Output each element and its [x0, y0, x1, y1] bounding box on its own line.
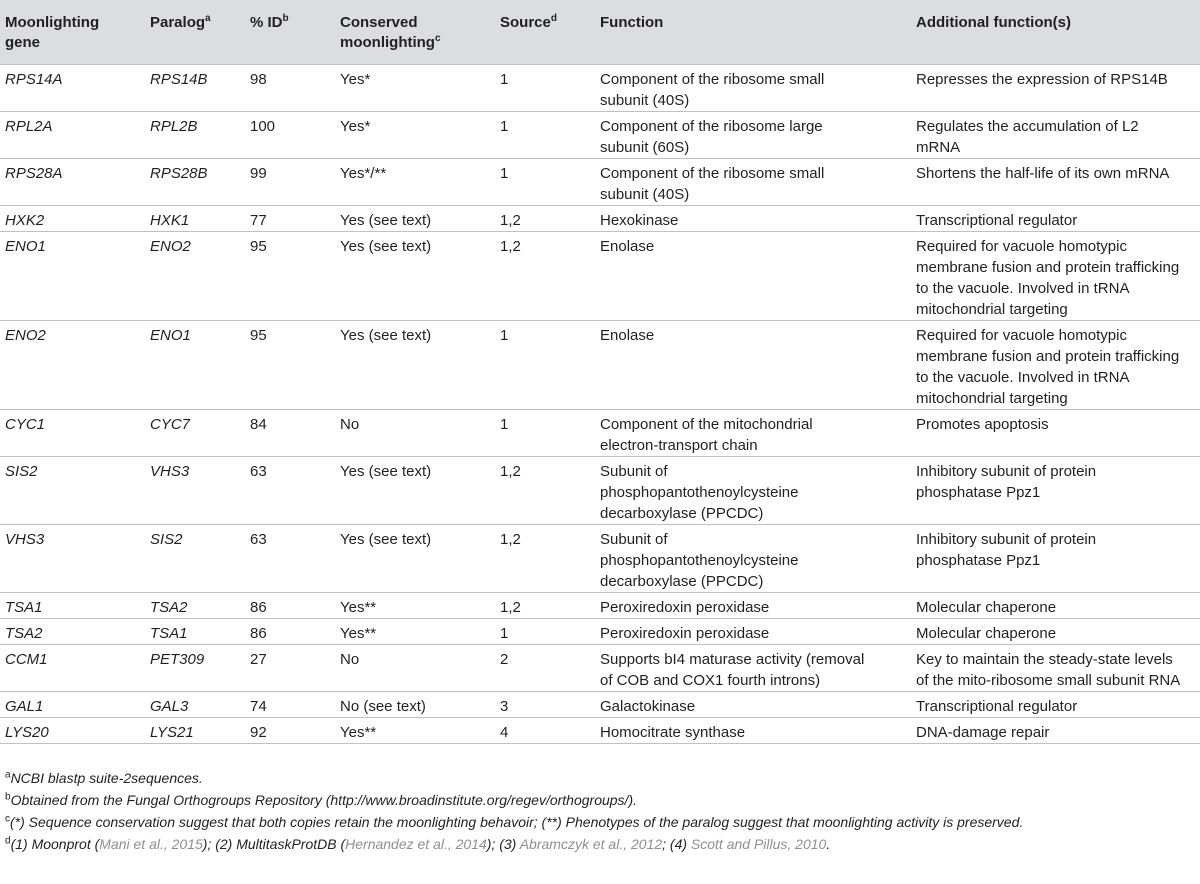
cell-paralog: RPS14B: [146, 64, 246, 111]
cell-percent-id: 74: [246, 691, 336, 717]
cell-paralog: PET309: [146, 644, 246, 691]
cell-conserved-moonlighting: Yes**: [336, 618, 496, 644]
cell-text-line: Enolase: [600, 237, 655, 255]
table-row: [0, 644, 1200, 691]
cell-additional-functions: [912, 691, 1200, 717]
cell-text-line: Regulates the accumulation of L2: [916, 117, 1139, 135]
table-row: [0, 691, 1200, 717]
cell-paralog: ENO1: [146, 320, 246, 409]
footnote-b: $^b$Obtained from the Fungal Orthogroups Repository (http://www.broadinstitute.org/regev/orthogroups/).: [5, 791, 637, 808]
cell-moonlighting-gene: GAL1: [0, 691, 146, 717]
cell-text-line: Component of the ribosome small: [600, 70, 825, 88]
cell-percent-id: 84: [246, 409, 336, 456]
cell-function: [596, 64, 912, 111]
cell-text-line: Component of the ribosome large: [600, 117, 823, 135]
cell-conserved-moonlighting: Yes (see text): [336, 320, 496, 409]
cell-text-line: to the vacuole. Involved in tRNA: [916, 368, 1130, 386]
cell-additional-functions: [912, 592, 1200, 618]
cell-moonlighting-gene: HXK2: [0, 205, 146, 231]
cell-paralog: RPS28B: [146, 158, 246, 205]
cell-text-line: Supports bI4 maturase activity (removal: [600, 650, 865, 668]
cell-moonlighting-gene: RPS28A: [0, 158, 146, 205]
header-paralog: Paralog$^a$: [150, 13, 211, 31]
cell-text-line: DNA-damage repair: [916, 723, 1050, 741]
cell-text-line: Molecular chaperone: [916, 598, 1057, 616]
cell-text-line: Molecular chaperone: [916, 624, 1057, 642]
cell-paralog: TSA2: [146, 592, 246, 618]
cell-conserved-moonlighting: Yes**: [336, 592, 496, 618]
cell-source: 1,2: [496, 456, 596, 524]
cell-text-line: phosphopantothenoylcysteine: [600, 551, 799, 569]
table-row: [0, 231, 1200, 320]
cell-function: [596, 524, 912, 592]
cell-additional-functions: [912, 320, 1200, 409]
cell-additional-functions: [912, 205, 1200, 231]
cell-paralog: VHS3: [146, 456, 246, 524]
reference-link[interactable]: Hernandez et al., 2014: [345, 836, 487, 852]
cell-moonlighting-gene: TSA2: [0, 618, 146, 644]
footnote-mark: b: [282, 13, 289, 24]
cell-source: 1: [496, 111, 596, 158]
cell-text-line: of the mito-ribosome small subunit RNA: [916, 671, 1181, 689]
cell-text-line: Subunit of: [600, 530, 668, 548]
cell-function: [596, 205, 912, 231]
cell-source: 1: [496, 64, 596, 111]
footnote-c: $^c$(*) Sequence conservation suggest that both copies retain the moonlighting behavoir; (**) Phenotypes of the paralog suggest that moonlighting activity is preserved.: [5, 813, 1024, 830]
table-row: [0, 717, 1200, 743]
cell-conserved-moonlighting: Yes (see text): [336, 456, 496, 524]
cell-text-line: membrane fusion and protein trafficking: [916, 258, 1180, 276]
cell-text-line: Homocitrate synthase: [600, 723, 746, 741]
table-row: [0, 64, 1200, 111]
cell-percent-id: 98: [246, 64, 336, 111]
cell-paralog: HXK1: [146, 205, 246, 231]
cell-paralog: CYC7: [146, 409, 246, 456]
cell-moonlighting-gene: RPL2A: [0, 111, 146, 158]
reference-link[interactable]: Scott and Pillus, 2010: [690, 836, 827, 852]
cell-moonlighting-gene: CCM1: [0, 644, 146, 691]
cell-paralog: ENO2: [146, 231, 246, 320]
cell-text-line: Subunit of: [600, 462, 668, 480]
cell-text-line: Promotes apoptosis: [916, 415, 1049, 433]
cell-moonlighting-gene: CYC1: [0, 409, 146, 456]
cell-paralog: TSA1: [146, 618, 246, 644]
cell-conserved-moonlighting: Yes**: [336, 717, 496, 743]
cell-percent-id: 95: [246, 231, 336, 320]
cell-conserved-moonlighting: Yes (see text): [336, 524, 496, 592]
cell-conserved-moonlighting: Yes*: [336, 64, 496, 111]
cell-text-line: subunit (40S): [600, 91, 690, 109]
cell-source: 4: [496, 717, 596, 743]
cell-conserved-moonlighting: Yes*: [336, 111, 496, 158]
cell-percent-id: 86: [246, 618, 336, 644]
cell-text-line: decarboxylase (PPCDC): [600, 572, 764, 590]
cell-paralog: LYS21: [146, 717, 246, 743]
cell-text-line: Transcriptional regulator: [916, 697, 1078, 715]
cell-moonlighting-gene: RPS14A: [0, 64, 146, 111]
cell-additional-functions: [912, 456, 1200, 524]
cell-text-line: Required for vacuole homotypic: [916, 237, 1127, 255]
cell-conserved-moonlighting: Yes (see text): [336, 205, 496, 231]
cell-text-line: Required for vacuole homotypic: [916, 326, 1127, 344]
footnote-d: $^d$(1) Moonprot (Mani et al., 2015); (2) MultitaskProtDB (Hernandez et al., 2014); (3) Abramczyk et al., 2012; (4) Scott and Pillus, 2010.: [5, 835, 831, 852]
cell-text-line: Galactokinase: [600, 697, 696, 715]
cell-source: 1,2: [496, 231, 596, 320]
cell-text-line: mitochondrial targeting: [916, 389, 1068, 407]
cell-moonlighting-gene: LYS20: [0, 717, 146, 743]
cell-conserved-moonlighting: No (see text): [336, 691, 496, 717]
reference-link[interactable]: Mani et al., 2015: [99, 836, 203, 852]
header-percent-id: % $ID^b$: [250, 13, 289, 31]
cell-moonlighting-gene: SIS2: [0, 456, 146, 524]
cell-additional-functions: [912, 524, 1200, 592]
cell-additional-functions: [912, 231, 1200, 320]
cell-function: [596, 111, 912, 158]
cell-text-line: Component of the ribosome small: [600, 164, 825, 182]
cell-text-line: phosphatase Ppz1: [916, 483, 1041, 501]
reference-link[interactable]: Abramczyk et al., 2012: [519, 836, 663, 852]
cell-text-line: mitochondrial targeting: [916, 300, 1068, 318]
cell-moonlighting-gene: VHS3: [0, 524, 146, 592]
table-row: [0, 618, 1200, 644]
cell-text-line: Hexokinase: [600, 211, 679, 229]
cell-text-line: Shortens the half-life of its own mRNA: [916, 164, 1170, 182]
cell-function: [596, 320, 912, 409]
header-additional-functions: Additional function(s): [916, 14, 1071, 31]
cell-text-line: Inhibitory subunit of protein: [916, 462, 1097, 480]
cell-moonlighting-gene: ENO1: [0, 231, 146, 320]
cell-text-line: decarboxylase (PPCDC): [600, 504, 764, 522]
cell-text-line: Transcriptional regulator: [916, 211, 1078, 229]
cell-percent-id: 63: [246, 524, 336, 592]
cell-text-line: mRNA: [916, 138, 961, 156]
cell-paralog: GAL3: [146, 691, 246, 717]
cell-percent-id: 27: [246, 644, 336, 691]
cell-text-line: subunit (40S): [600, 185, 690, 203]
cell-conserved-moonlighting: No: [336, 644, 496, 691]
cell-text-line: Key to maintain the steady-state levels: [916, 650, 1173, 668]
cell-function: [596, 644, 912, 691]
cell-function: [596, 456, 912, 524]
cell-text-line: Inhibitory subunit of protein: [916, 530, 1097, 548]
cell-additional-functions: [912, 111, 1200, 158]
cell-source: 1,2: [496, 592, 596, 618]
cell-text-line: Peroxiredoxin peroxidase: [600, 598, 770, 616]
cell-function: [596, 158, 912, 205]
cell-source: 1: [496, 320, 596, 409]
cell-function: [596, 717, 912, 743]
table-row: [0, 111, 1200, 158]
cell-text-line: Represses the expression of RPS14B: [916, 70, 1168, 88]
cell-text-line: phosphopantothenoylcysteine: [600, 483, 799, 501]
footnote-mark: c: [434, 33, 441, 44]
header-row: [0, 0, 1200, 64]
cell-function: [596, 592, 912, 618]
cell-function: [596, 691, 912, 717]
cell-additional-functions: [912, 64, 1200, 111]
cell-function: [596, 409, 912, 456]
cell-text-line: phosphatase Ppz1: [916, 551, 1041, 569]
cell-additional-functions: [912, 158, 1200, 205]
cell-paralog: RPL2B: [146, 111, 246, 158]
cell-percent-id: 99: [246, 158, 336, 205]
cell-source: 1: [496, 409, 596, 456]
cell-conserved-moonlighting: Yes*/**: [336, 158, 496, 205]
table-row: [0, 456, 1200, 524]
cell-source: 2: [496, 644, 596, 691]
table-row: [0, 592, 1200, 618]
table-row: [0, 409, 1200, 456]
table-row: [0, 158, 1200, 205]
cell-text-line: Component of the mitochondrial: [600, 415, 813, 433]
header-function: Function: [600, 14, 664, 31]
cell-conserved-moonlighting: Yes (see text): [336, 231, 496, 320]
table-header: [0, 0, 1200, 64]
cell-text-line: membrane fusion and protein trafficking: [916, 347, 1180, 365]
cell-text-line: electron-transport chain: [600, 436, 758, 454]
footnote-a: $^a$NCBI blastp suite-2sequences.: [5, 769, 203, 786]
cell-text-line: of COB and COX1 fourth introns): [600, 671, 821, 689]
cell-function: [596, 618, 912, 644]
table-row: [0, 320, 1200, 409]
cell-source: 1: [496, 158, 596, 205]
footnote-mark: a: [205, 13, 211, 24]
table-footnotes: [5, 767, 1195, 855]
table-body: [0, 64, 1200, 743]
cell-source: 1: [496, 618, 596, 644]
cell-function: [596, 231, 912, 320]
cell-source: 3: [496, 691, 596, 717]
cell-source: 1,2: [496, 205, 596, 231]
cell-additional-functions: [912, 618, 1200, 644]
cell-moonlighting-gene: TSA1: [0, 592, 146, 618]
cell-percent-id: 92: [246, 717, 336, 743]
cell-percent-id: 63: [246, 456, 336, 524]
cell-source: 1,2: [496, 524, 596, 592]
cell-percent-id: 95: [246, 320, 336, 409]
table-row: [0, 524, 1200, 592]
cell-percent-id: 77: [246, 205, 336, 231]
cell-additional-functions: [912, 644, 1200, 691]
cell-text-line: Peroxiredoxin peroxidase: [600, 624, 770, 642]
header-conserved-moonlighting: Conserved moonlighting$^c$: [340, 14, 441, 51]
cell-paralog: SIS2: [146, 524, 246, 592]
cell-additional-functions: [912, 409, 1200, 456]
cell-percent-id: 100: [246, 111, 336, 158]
cell-moonlighting-gene: ENO2: [0, 320, 146, 409]
cell-text-line: to the vacuole. Involved in tRNA: [916, 279, 1130, 297]
header-source: Source$^d$: [500, 13, 557, 31]
footnote-mark: d: [550, 13, 557, 24]
cell-additional-functions: [912, 717, 1200, 743]
cell-conserved-moonlighting: No: [336, 409, 496, 456]
cell-percent-id: 86: [246, 592, 336, 618]
table-row: [0, 205, 1200, 231]
header-moonlighting-gene: Moonlighting gene: [5, 14, 100, 51]
cell-text-line: Enolase: [600, 326, 655, 344]
cell-text-line: subunit (60S): [600, 138, 690, 156]
